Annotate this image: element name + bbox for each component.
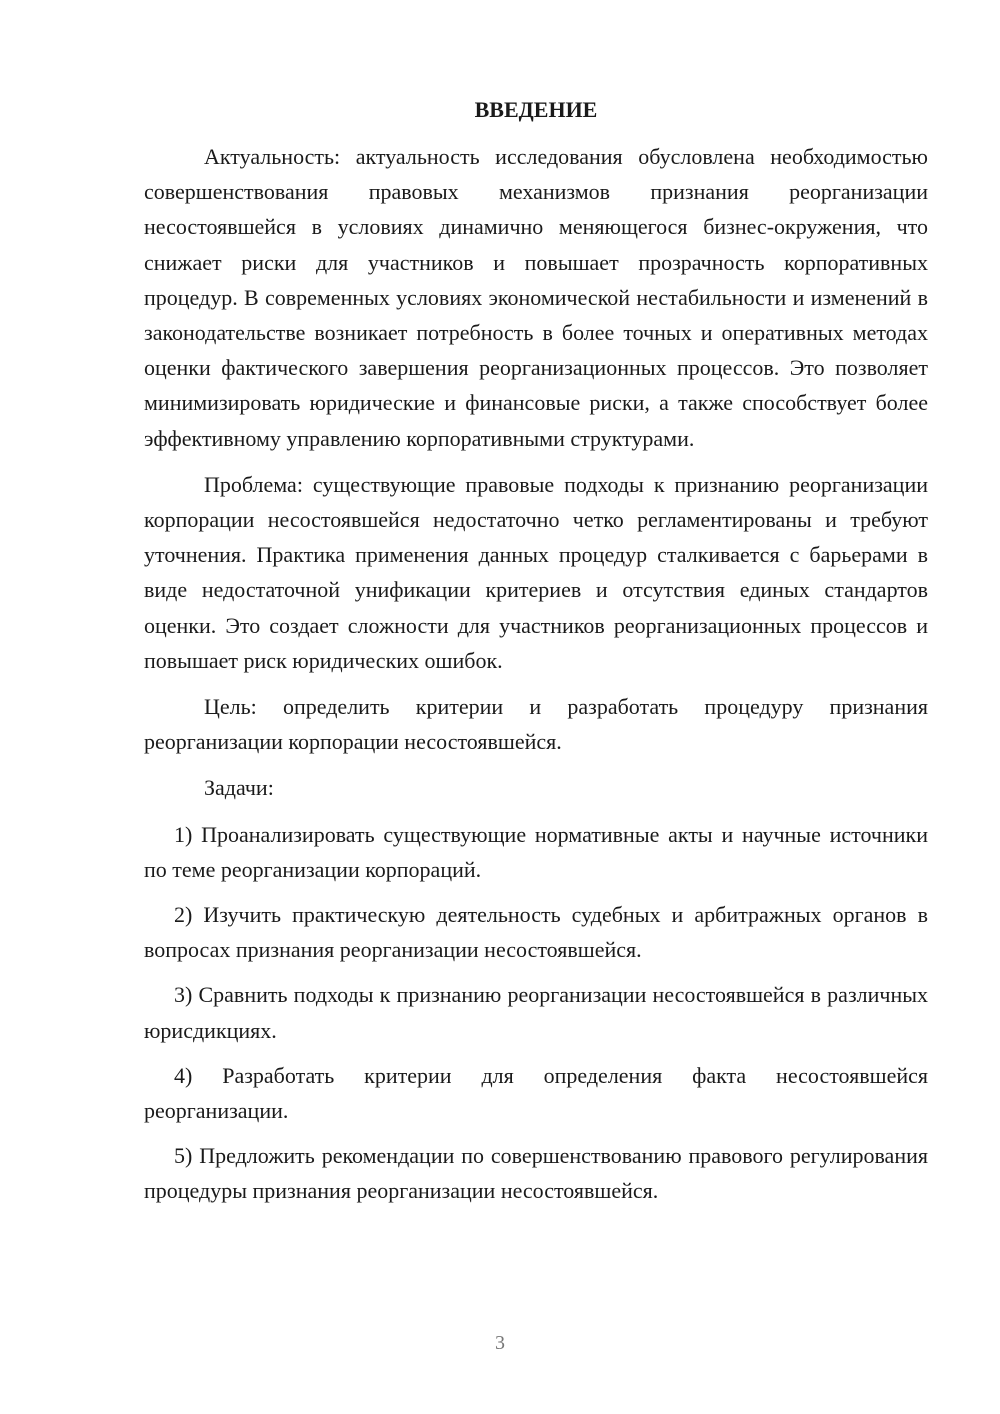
task-item-3: 3) Сравнить подходы к признанию реорганизации несостоявшейся в различных юрисдикциях. xyxy=(144,982,928,1043)
task-item-5: 5) Предложить рекомендации по совершенствованию правового регулирования процедуры признания реорганизации несостоявшейся. xyxy=(144,1143,928,1204)
tasks-heading: Задачи: xyxy=(204,775,274,801)
paragraph-problem: Проблема: существующие правовые подходы к признанию реорганизации корпорации несостоявшейся недостаточно четко регламентированы и требуют уточнения. Практика применения данных процедур сталкивается с барьерами в виде недостаточной унификации критериев и отсутствия единых стандартов оценки. Это создает сложности для участников реорганизационных процессов и повышает риск юридических ошибок. xyxy=(144,471,928,673)
task-item-4: 4) Разработать критерии для определения факта несостоявшейся реорганизации. xyxy=(144,1062,928,1124)
paragraph-relevance: Актуальность: актуальность исследования обусловлена необходимостью совершенствования правовых механизмов признания реорганизации несостоявшейся в условиях динамично меняющегося бизнес-окружения, что снижает риски для участников и повышает прозрачность корпоративных процедур. В современных условиях экономической нестабильности и изменений в законодательстве возникает потребность в более точных и оперативных методах оценки фактического завершения реорганизационных процессов. Это позволяет минимизировать юридические и финансовые риски, а также способствует более эффективному управлению корпоративными структурами. xyxy=(144,144,928,451)
document-page xyxy=(144,92,928,1219)
page-title: ВВЕДЕНИЕ xyxy=(474,97,598,122)
task-item-2: 2) Изучить практическую деятельность судебных и арбитражных органов в вопросах признания реорганизации несостоявшейся. xyxy=(144,902,928,963)
page-number: 3 xyxy=(495,1332,505,1354)
paragraph-goal: Цель: определить критерии и разработать процедуру признания реорганизации корпорации несостоявшейся. xyxy=(144,694,928,755)
task-item-1: 1) Проанализировать существующие нормативные акты и научные источники по теме реорганизации корпораций. xyxy=(144,821,928,882)
